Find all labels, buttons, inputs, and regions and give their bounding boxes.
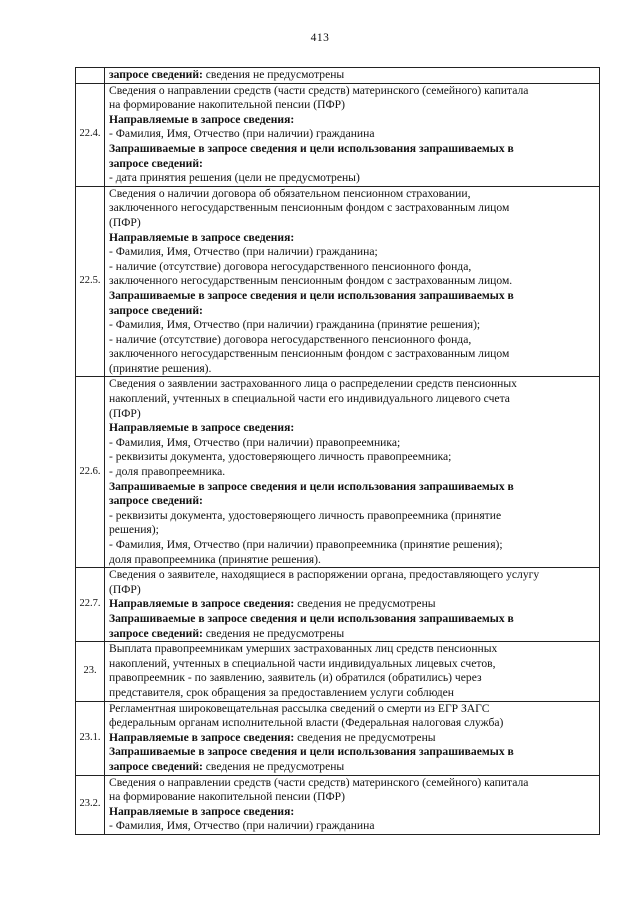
body-text: Выплата правопреемникам умерших застрахованных лиц средств пенсионных (109, 642, 498, 656)
row-number-cell: 22.5. (76, 186, 105, 377)
text-line (109, 642, 596, 657)
row-content-cell (105, 83, 600, 186)
table-row (76, 83, 600, 186)
text-line (109, 274, 596, 289)
bold-text: Направляемые в запросе сведения: (109, 421, 295, 435)
bold-text: Запрашиваемые в запросе сведения и цели использования запрашиваемых в (109, 745, 514, 759)
text-line (109, 583, 596, 598)
table-row (76, 68, 600, 84)
bold-text: Запрашиваемые в запросе сведения и цели использования запрашиваемых в (109, 479, 514, 493)
table-row (76, 701, 600, 775)
row-content-cell (105, 568, 600, 642)
body-text: накоплений, учтенных в специальной части его индивидуального лицевого счета (109, 392, 510, 406)
bold-text: Направляемые в запросе сведения: (109, 112, 295, 126)
text-line (109, 84, 596, 99)
text-line (109, 333, 596, 348)
body-text: Сведения о заявителе, находящиеся в распоряжении органа, предоставляющего услугу (109, 568, 540, 582)
row-number-cell: 23.1. (76, 701, 105, 775)
bold-text: Запрашиваемые в запросе сведения и цели использования запрашиваемых в (109, 141, 514, 155)
body-text: сведения не предусмотрены (294, 597, 436, 611)
body-text: - реквизиты документа, удостоверяющего личность правопреемника; (109, 450, 452, 464)
body-text: - дата принятия решения (цели не предусмотрены) (109, 171, 360, 185)
text-line (109, 494, 596, 509)
text-line (109, 421, 596, 436)
text-line (109, 465, 596, 480)
bold-text: запросе сведений: (109, 494, 203, 508)
text-line (109, 819, 596, 834)
body-text: представителя, срок обращения за предоставлением услуги соблюден (109, 685, 455, 699)
bold-text: Направляемые в запросе сведения: (109, 597, 295, 611)
text-line (109, 304, 596, 319)
text-line (109, 671, 596, 686)
row-content-cell (105, 68, 600, 84)
body-text: - реквизиты документа, удостоверяющего личность правопреемника (принятие (109, 508, 502, 522)
text-line (109, 231, 596, 246)
text-line (109, 523, 596, 538)
bold-text: запросе сведений: (109, 626, 203, 640)
text-line (109, 362, 596, 377)
body-text: сведения не предусмотрены (202, 759, 345, 773)
row-number-cell: 23. (76, 642, 105, 701)
bold-text: Направляемые в запросе сведения: (109, 230, 295, 244)
text-line (109, 392, 596, 407)
row-number-cell: 22.4. (76, 83, 105, 186)
body-text: Регламентная широковещательная рассылка сведений о смерти из ЕГР ЗАГС (109, 701, 490, 715)
body-text: (ПФР) (109, 406, 141, 420)
text-line (109, 790, 596, 805)
bold-text: запросе сведений: (109, 303, 203, 317)
bold-text: запросе сведений: (109, 759, 203, 773)
bold-text: запросе сведений: (109, 68, 203, 81)
text-line (109, 68, 596, 83)
table-row (76, 377, 600, 568)
row-content-cell (105, 377, 600, 568)
bold-text: Запрашиваемые в запросе сведения и цели использования запрашиваемых в (109, 288, 514, 302)
text-line (109, 553, 596, 568)
body-text: (ПФР) (109, 215, 141, 229)
text-line (109, 127, 596, 142)
row-number-cell (76, 68, 105, 84)
body-text: заключенного негосударственным пенсионным фондом с застрахованным лицом. (109, 274, 513, 288)
text-line (109, 157, 596, 172)
text-line (109, 377, 596, 392)
body-text: Сведения о направлении средств (части средств) материнского (семейного) капитала (109, 775, 529, 789)
body-text: решения); (109, 523, 159, 537)
text-line (109, 612, 596, 627)
table-row (76, 775, 600, 834)
text-line (109, 509, 596, 524)
body-text: на формирование накопительной пенсии (ПФР) (109, 790, 345, 804)
body-text: - Фамилия, Имя, Отчество (при наличии) гражданина (принятие решения); (109, 318, 481, 332)
text-line (109, 657, 596, 672)
text-line (109, 245, 596, 260)
text-line (109, 568, 596, 583)
bold-text: Направляемые в запросе сведения: (109, 730, 295, 744)
body-text: - доля правопреемника. (109, 465, 226, 479)
text-line (109, 318, 596, 333)
row-content-cell (105, 186, 600, 377)
body-text: Сведения о направлении средств (части средств) материнского (семейного) капитала (109, 83, 529, 97)
body-text: - Фамилия, Имя, Отчество (при наличии) правопреемника; (109, 435, 401, 449)
bold-text: запросе сведений: (109, 156, 203, 170)
text-line (109, 407, 596, 422)
text-line (109, 187, 596, 202)
text-line (109, 201, 596, 216)
text-line (109, 776, 596, 791)
text-line (109, 142, 596, 157)
body-text: (принятие решения). (109, 361, 212, 375)
body-text: федеральным органам исполнительной власти (Федеральная налоговая служба) (109, 716, 504, 730)
body-text: - наличие (отсутствие) договора негосударственного пенсионного фонда, (109, 332, 472, 346)
body-text: заключенного негосударственным пенсионным фондом с застрахованным лицом (109, 347, 510, 361)
table-row (76, 642, 600, 701)
body-text: сведения не предусмотрены (294, 730, 436, 744)
body-text: - Фамилия, Имя, Отчество (при наличии) правопреемника (принятие решения); (109, 538, 503, 551)
text-line (109, 98, 596, 113)
text-line (109, 686, 596, 701)
row-number-cell: 23.2. (76, 775, 105, 834)
text-line (109, 538, 596, 553)
row-content-cell (105, 701, 600, 775)
services-table (75, 67, 600, 835)
text-line (109, 450, 596, 465)
body-text: правопреемник - по заявлению, заявитель (и) обратился (обратились) через (109, 671, 482, 685)
body-text: - наличие (отсутствие) договора негосударственного пенсионного фонда, (109, 259, 472, 273)
text-line (109, 436, 596, 451)
bold-text: Направляемые в запросе сведения: (109, 804, 295, 818)
body-text: - Фамилия, Имя, Отчество (при наличии) гражданина (109, 819, 375, 833)
text-line (109, 113, 596, 128)
body-text: сведения не предусмотрены (202, 626, 345, 640)
text-line (109, 347, 596, 362)
table-body (76, 68, 600, 835)
body-text: накоплений, учтенных в специальной части индивидуальных лицевых счетов, (109, 656, 496, 670)
body-text: Сведения о заявлении застрахованного лица о распределении средств пенсионных (109, 377, 517, 391)
row-content-cell (105, 775, 600, 834)
text-line (109, 289, 596, 304)
text-line (109, 745, 596, 760)
table-row (76, 568, 600, 642)
body-text: Сведения о наличии договора об обязательном пенсионном страховании, (109, 186, 471, 200)
text-line (109, 480, 596, 495)
body-text: доля правопреемника (принятие решения). (109, 552, 321, 566)
text-line (109, 171, 596, 186)
row-number-cell: 22.7. (76, 568, 105, 642)
text-line (109, 731, 596, 746)
text-line (109, 216, 596, 231)
body-text: на формирование накопительной пенсии (ПФР) (109, 98, 345, 112)
body-text: (ПФР) (109, 582, 141, 596)
body-text: - Фамилия, Имя, Отчество (при наличии) гражданина (109, 127, 375, 141)
text-line (109, 260, 596, 275)
row-content-cell (105, 642, 600, 701)
text-line (109, 627, 596, 642)
text-line (109, 805, 596, 820)
text-line (109, 716, 596, 731)
page-number: 413 (310, 32, 330, 44)
body-text: заключенного негосударственным пенсионным фондом с застрахованным лицом (109, 201, 510, 215)
body-text: сведения не предусмотрены (202, 68, 345, 81)
bold-text: Запрашиваемые в запросе сведения и цели использования запрашиваемых в (109, 611, 514, 625)
row-number-cell: 22.6. (76, 377, 105, 568)
table-row (76, 186, 600, 377)
text-line (109, 702, 596, 717)
text-line (109, 597, 596, 612)
text-line (109, 760, 596, 775)
body-text: - Фамилия, Имя, Отчество (при наличии) гражданина; (109, 245, 378, 259)
